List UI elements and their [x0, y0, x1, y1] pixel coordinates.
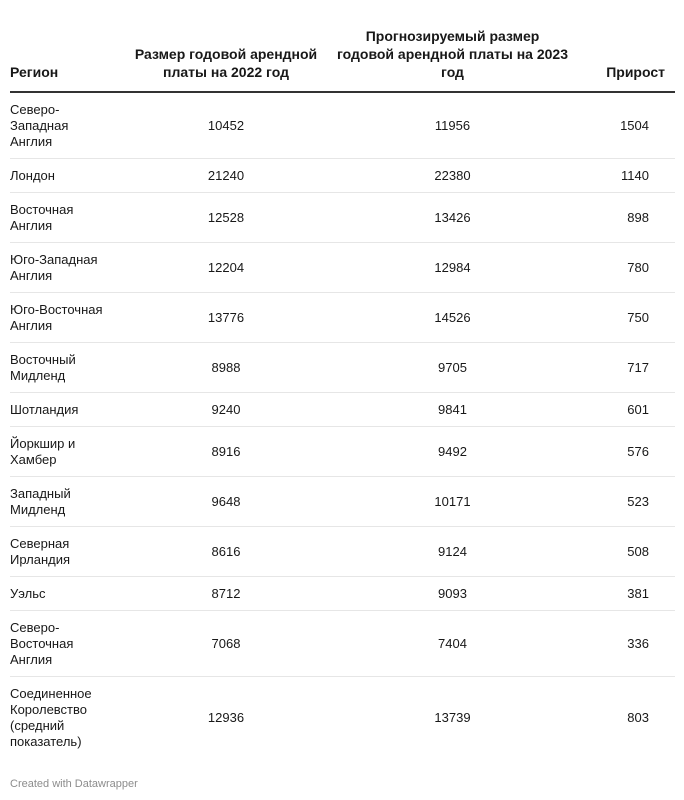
table-row [10, 159, 675, 193]
cell-rent-2023: 14526 [337, 293, 568, 343]
cell-region: Юго-Западная Англия [10, 243, 115, 293]
cell-region: Северо-Восточная Англия [10, 611, 115, 677]
cell-rent-2023: 9492 [337, 427, 568, 477]
cell-rent-2023: 7404 [337, 611, 568, 677]
cell-rent-2022: 9240 [115, 393, 337, 427]
table-header [10, 27, 675, 92]
cell-rent-2023: 11956 [337, 92, 568, 159]
cell-region: Юго-Восточная Англия [10, 293, 115, 343]
cell-increase: 717 [568, 343, 675, 393]
cell-increase: 336 [568, 611, 675, 677]
cell-increase: 381 [568, 577, 675, 611]
cell-rent-2022: 21240 [115, 159, 337, 193]
rent-table-container [10, 27, 675, 758]
cell-rent-2023: 9705 [337, 343, 568, 393]
cell-rent-2023: 9093 [337, 577, 568, 611]
cell-rent-2022: 10452 [115, 92, 337, 159]
cell-increase: 898 [568, 193, 675, 243]
cell-rent-2022: 8988 [115, 343, 337, 393]
cell-rent-2023: 13426 [337, 193, 568, 243]
datawrapper-credit: Created with Datawrapper [10, 778, 138, 790]
cell-region: Западный Мидленд [10, 477, 115, 527]
table-row [10, 577, 675, 611]
table-row [10, 343, 675, 393]
table-row [10, 527, 675, 577]
cell-increase: 1504 [568, 92, 675, 159]
cell-region: Соединенное Королевство (средний показатель) [10, 686, 92, 749]
cell-rent-2022: 8916 [115, 427, 337, 477]
cell-rent-2023: 9124 [337, 527, 568, 577]
table-row [10, 677, 675, 759]
cell-rent-2023: 9841 [337, 393, 568, 427]
header-rent-2022[interactable]: Размер годовой арендной платы на 2022 год [115, 27, 337, 92]
cell-rent-2023: 10171 [337, 477, 568, 527]
cell-increase: 523 [568, 477, 675, 527]
cell-rent-2022: 8616 [115, 527, 337, 577]
table-row [10, 193, 675, 243]
header-rent-2023[interactable]: Прогнозируемый размер годовой арендной платы на 2023 год [337, 27, 568, 92]
cell-rent-2023: 13739 [434, 710, 471, 725]
header-region[interactable]: Регион [10, 27, 115, 92]
cell-region: Восточный Мидленд [10, 343, 115, 393]
cell-region: Северо-Западная Англия [10, 92, 115, 159]
cell-rent-2022: 13776 [115, 293, 337, 343]
header-row [10, 27, 675, 92]
cell-increase: 1140 [568, 159, 675, 193]
cell-increase: 803 [627, 710, 649, 725]
table-row [10, 293, 675, 343]
rent-table [10, 27, 675, 758]
cell-increase: 780 [568, 243, 675, 293]
table-row [10, 243, 675, 293]
table-row [10, 92, 675, 159]
cell-increase: 508 [568, 527, 675, 577]
table-row [10, 611, 675, 677]
cell-rent-2022: 12204 [115, 243, 337, 293]
cell-region: Шотландия [10, 393, 115, 427]
cell-region: Восточная Англия [10, 193, 115, 243]
table-row [10, 427, 675, 477]
header-increase[interactable]: Прирост [568, 27, 675, 92]
cell-region: Северная Ирландия [10, 527, 115, 577]
cell-rent-2022: 8712 [115, 577, 337, 611]
cell-rent-2023: 22380 [337, 159, 568, 193]
cell-rent-2022: 7068 [115, 611, 337, 677]
cell-increase: 601 [568, 393, 675, 427]
cell-increase: 576 [568, 427, 675, 477]
cell-region: Йоркшир и Хамбер [10, 427, 115, 477]
cell-increase: 750 [568, 293, 675, 343]
cell-region: Лондон [10, 159, 115, 193]
cell-region: Уэльс [10, 577, 115, 611]
table-row [10, 393, 675, 427]
cell-rent-2022: 9648 [115, 477, 337, 527]
table-body [10, 92, 675, 758]
cell-rent-2023: 12984 [337, 243, 568, 293]
cell-rent-2022: 12528 [115, 193, 337, 243]
cell-rent-2022: 12936 [207, 710, 245, 725]
table-row [10, 477, 675, 527]
